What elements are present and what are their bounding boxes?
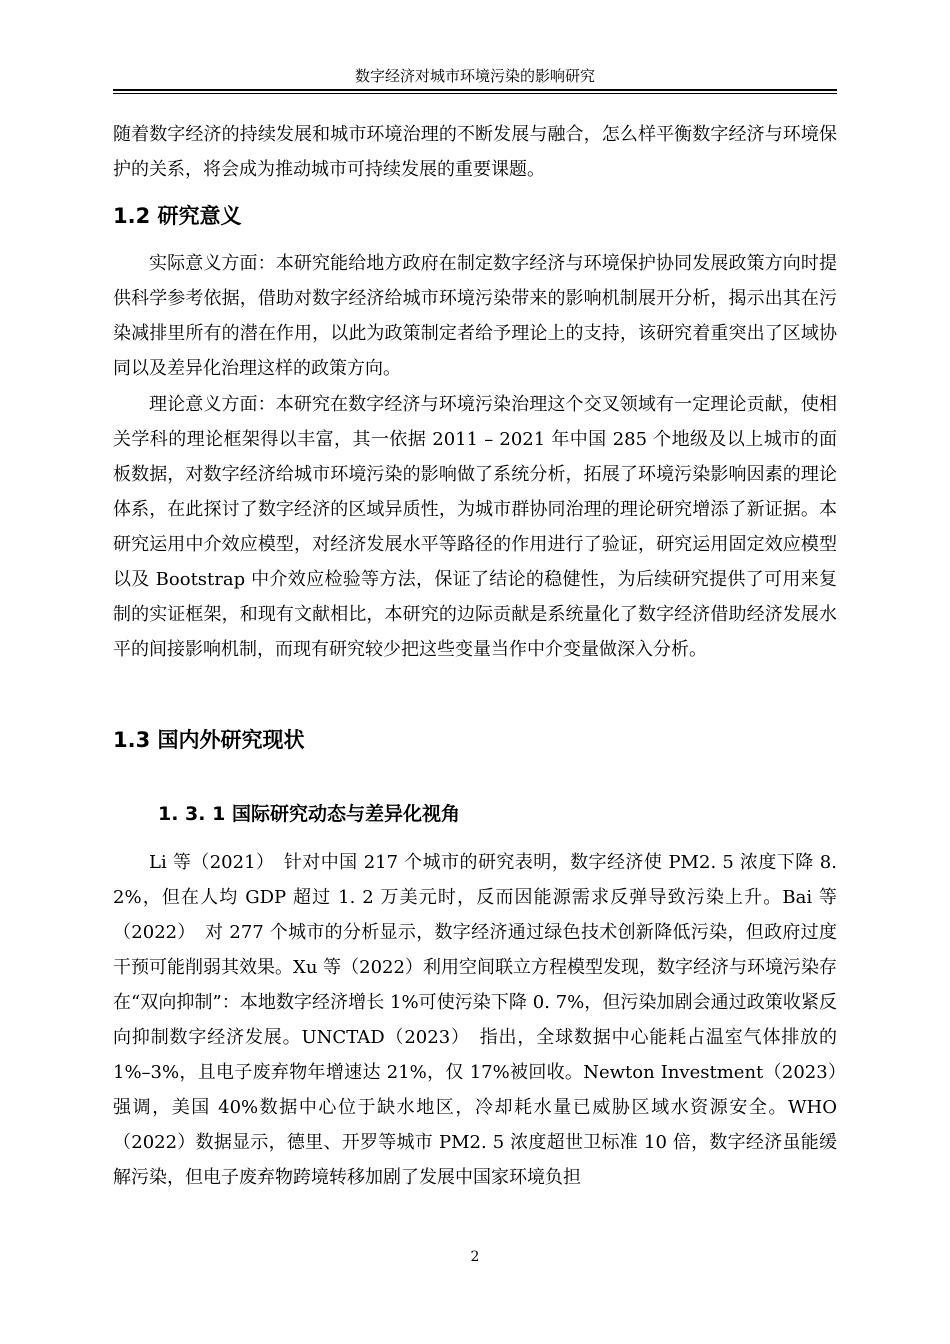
header-rule-thin — [113, 93, 837, 94]
subsection-heading-1-3-1: 1. 3. 1 国际研究动态与差异化视角 — [158, 803, 460, 825]
paragraph-international-research: Li 等（2021） 针对中国 217 个城市的研究表明，数字经济使 PM2. 5 浓度下降 8. 2%，但在人均 GDP 超过 1. 2 万美元时，反而因能源需求反弹导致污染上升。Bai 等（2022） 对 277 个城市的分析显示，数字经济通过绿色技术创新降低污染，但政府过度干预可能削弱其效果。Xu 等（2022）利用空间联立方程模型发现，数字经济与环境污染存在“双向抑制”：本地数字经济增长 1%可使污染下降 0. 7%，但污染加剧会通过政策收紧反向抑制数字经济发展。UNCTAD（2023） 指出，全球数据中心能耗占温室气体排放的 1%–3%，且电子废弃物年增速达 21%，仅 17%被回收。Newton Investment（2023） 强调，美国 40%数据中心位于缺水地区，冷却耗水量已威胁区域水资源安全。WHO（2022）数据显示，德里、开罗等城市 PM2. 5 浓度超世卫标准 10 倍，数字经济虽能缓解污染，但电子废弃物跨境转移加剧了发展中国家环境负担 — [113, 852, 855, 1188]
page-number: 2 — [470, 1249, 480, 1265]
section-heading-1-3: 1.3 国内外研究现状 — [113, 728, 305, 752]
section-heading-1-2: 1.2 研究意义 — [113, 204, 242, 228]
paragraph-theoretical-significance: 理论意义方面：本研究在数字经济与环境污染治理这个交叉领域有一定理论贡献，使相关学科的理论框架得以丰富，其一依据 2011 – 2021 年中国 285 个地级及以上城市的面板数据，对数字经济给城市环境污染的影响做了系统分析，拓展了环境污染影响因素的理论体系，在此探讨了数字经济的区域异质性，为城市群协同治理的理论研究增添了新证据。本研究运用中介效应模型，对经济发展水平等路径的作用进行了验证，研究运用固定效应模型以及 Bootstrap 中介效应检验等方法，保证了结论的稳健性，为后续研究提供了可用来复制的实证框架，和现有文献相比，本研究的边际贡献是系统量化了数字经济借助经济发展水平的间接影响机制，而现有研究较少把这些变量当作中介变量做深入分析。 — [113, 394, 837, 660]
running-header: 数字经济对城市环境污染的影响研究 — [354, 67, 595, 85]
header-rule — [113, 89, 837, 91]
paragraph-practical-significance: 实际意义方面：本研究能给地方政府在制定数字经济与环境保护协同发展政策方向时提供科学参考依据，借助对数字经济给城市环境污染带来的影响机制展开分析，揭示出其在污染减排里所有的潜在作用，以此为政策制定者给予理论上的支持，该研究着重突出了区域协同以及差异化治理这样的政策方向。 — [113, 253, 837, 379]
continuation-paragraph: 随着数字经济的持续发展和城市环境治理的不断发展与融合，怎么样平衡数字经济与环境保护的关系，将会成为推动城市可持续发展的重要课题。 — [113, 124, 837, 180]
